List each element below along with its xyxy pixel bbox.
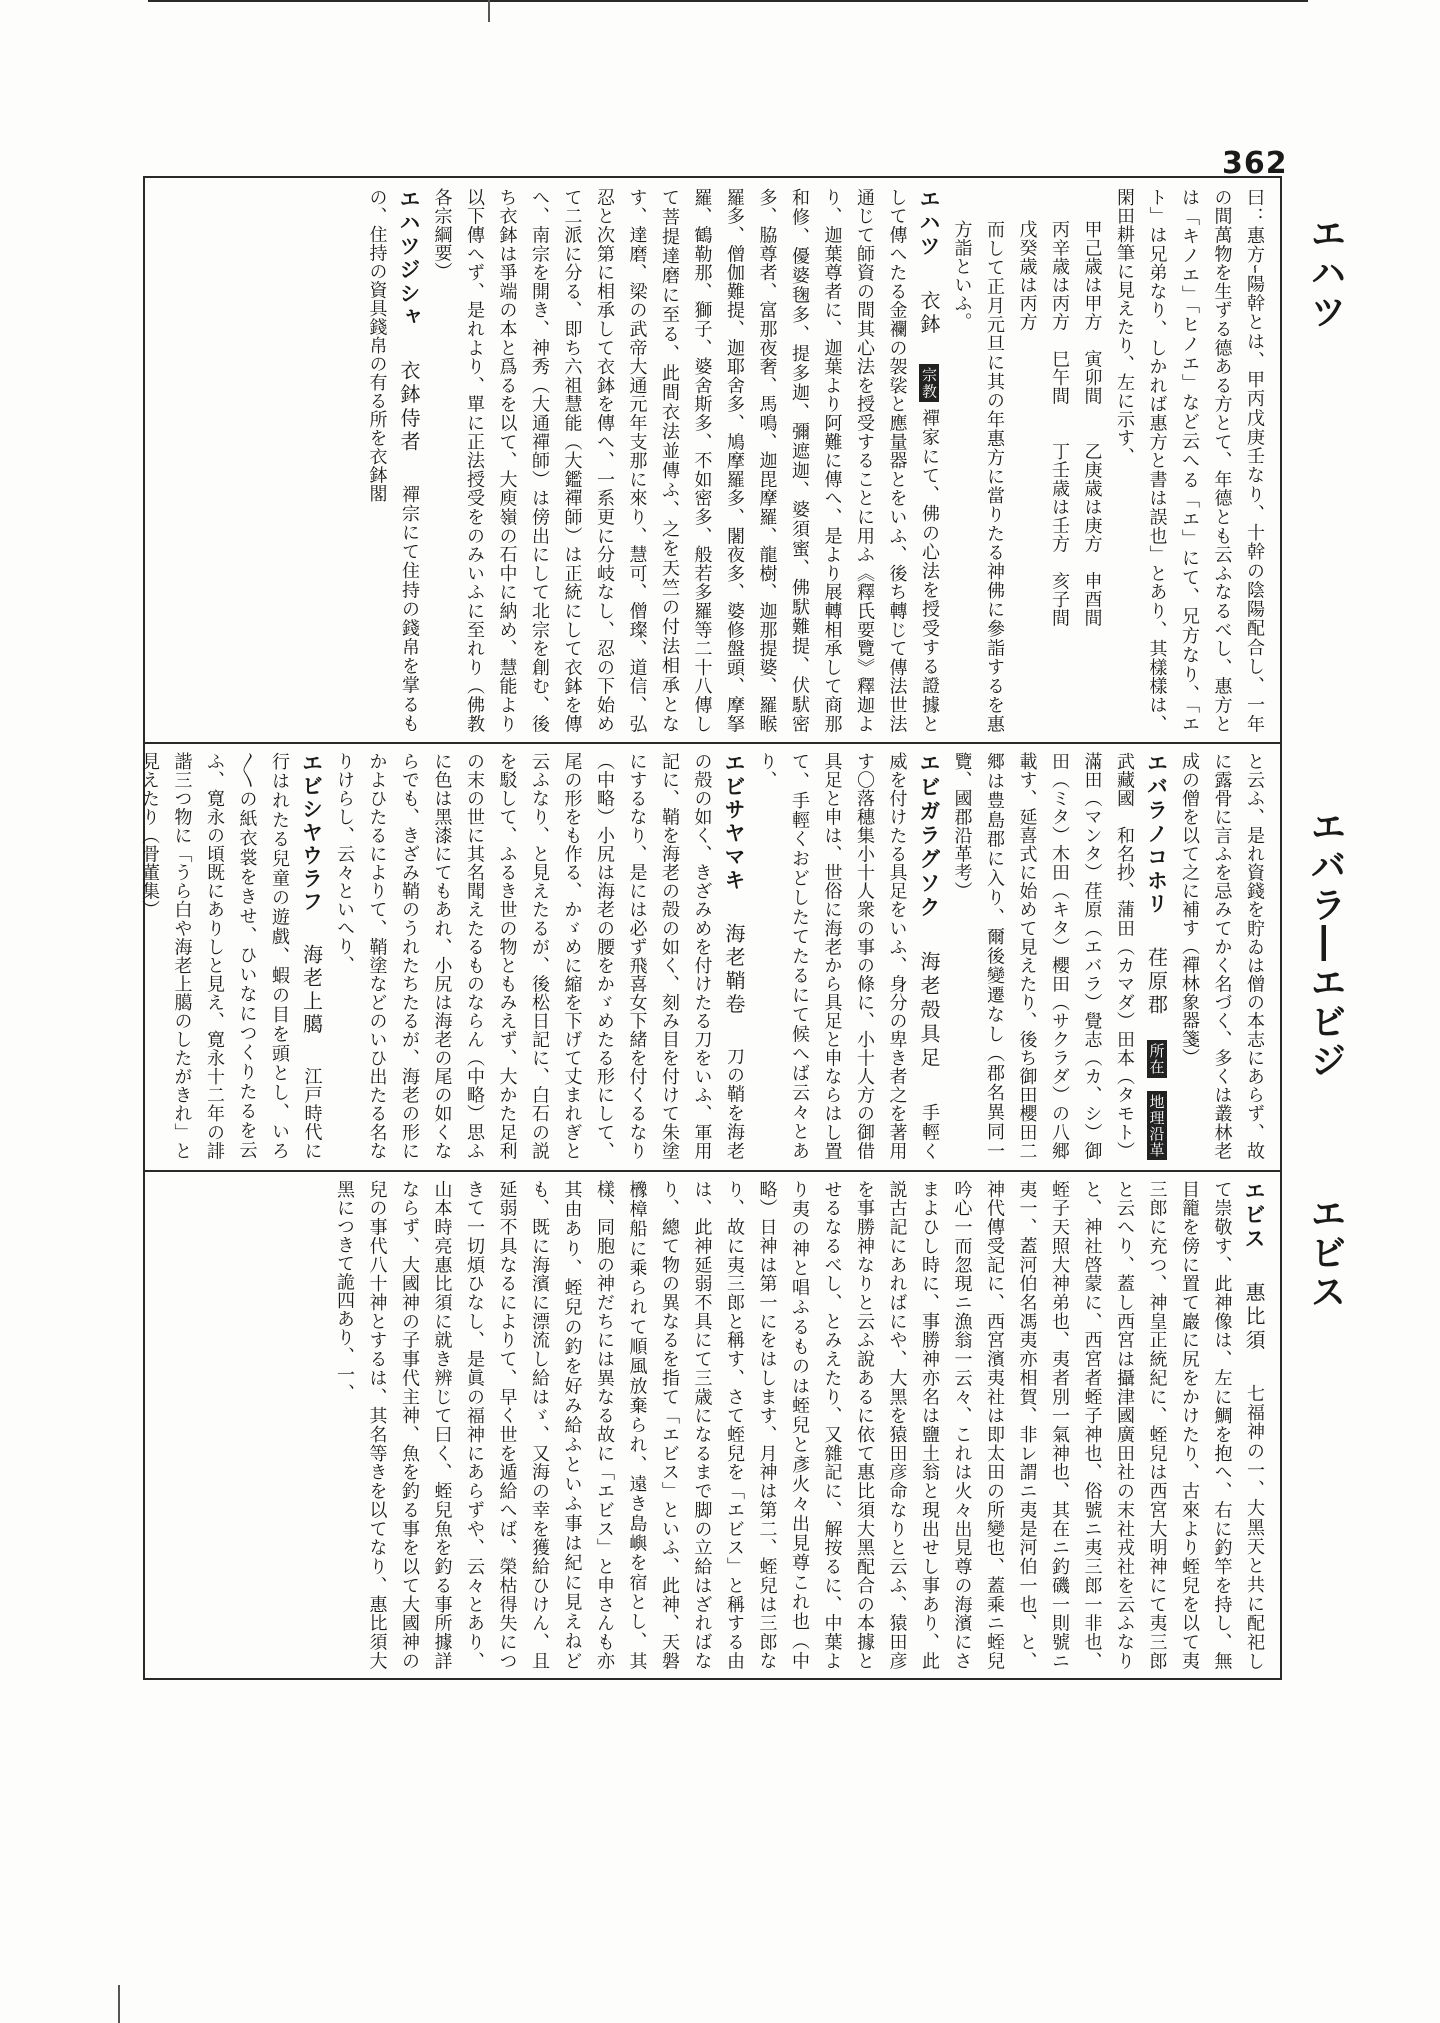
entry-e-hatsujisha [360,188,425,733]
years-row-2: 丙辛歳は丙方 巳午間 丁壬歳は壬方 亥子間 [1049,220,1070,627]
top-rule [148,0,1308,2]
headword-e-hatsu: エハツ [917,188,941,259]
ehouto-closing: 而して正月元旦に其の年惠方に當りたる神佛に參詣するを惠方詣といふ。 [951,220,1005,733]
gloss-e-hatsu: 衣鉢 [917,289,941,337]
scan-mark-top [488,0,490,22]
frame-bottom [143,1678,1282,1680]
text-e-hatsujisha: 禪宗にて住持の錢帛を掌るもの、住持の資具錢帛の有る所を衣鉢閣 [366,188,420,734]
years-row-3: 戊癸歳は丙方 [1016,220,1038,331]
headword-ebisu: エビス [1242,1180,1266,1251]
gloss-ebi-sayamaki: 海老鞘卷 [722,922,746,1017]
lower-section [160,1180,1270,1670]
entry-e-hatsu [425,188,945,733]
gloss-ebigara-gusoku: 海老殻具足 [917,951,941,1072]
gloss-ebisu: 惠比須 [1242,1281,1266,1353]
headword-ebi-sayamaki: エビサヤマキ [722,752,746,893]
running-head-e-hatsu: エハツ [1305,215,1346,332]
divider-lower [143,1170,1282,1172]
tag-chiri-engaku: 地理沿革 [1147,1091,1167,1160]
text-ebigara-gusoku: 手輕く威を付けたる具足をいふ、身分の卑き者之を著用す〇落穗集小十人衆の事の條に、小十人方の御借具足と申は、世俗に海老から具足と申ならはし置て、手輕くおどしたてたるにて候へば云々とあり、 [756,752,940,1161]
gloss-ebi-jourou: 海老上臈 [299,944,324,1037]
tag-shozai: 所在 [1147,1040,1167,1078]
text-ebisu: 七福神の一、大黑天と共に配祀して崇敬す、此神像は、左に鯛を抱へ、右に釣竿を持し、無目籠を傍に置て巖に尻をかけたり、古來より蛭兒を以て夷三郎に充つ、神皇正統紀に、蛭兒は西宮大明神にて夷三郎と云へり、蓋し西宮は攝津國廣田社の末社戎社を云ふなりと、神社啓蒙に、西宮者蛭子神也、俗號ニ夷三郎一非也、蛭子天照大神弟也、夷者別一氣神也、其在ニ釣磯一則號ニ夷一、蓋河伯名馮夷亦相賀、非レ謂ニ夷是河伯一也、と、神代傳受記に、西宮濱夷社は即太田の所變也、蓋乘ニ蛭兒吟心一而忽現ニ漁翁一云々、これは火々出見尊の海濱にさまよひし時に、事勝神亦名は鹽土翁と現出せし事あり、此説古記にあればにや、大黑を猿田彦命なりと云ふ、猿田彦を事勝神なりと云ふ說あるに依て惠比須大黑配合の本據とせるなるべし、とみえたり、又雜記に、解按るに、中葉より夷の神と唱ふるものは蛭兒と彥火々出見尊これ也（中略）日神は第一にをはします、月神は第二、蛭兒は三郎なり、故に夷三郎と稱す、さて蛭兒を「エビス」と稱する由は、此神延弱不具にて三歳になるまで脚の立給はざればなり、總て物の異なるを指て「エビス」といふ、此神、天磐櫲樟船に乘られて順風放棄られ、遠き島嶼を宿とし、其樣、同胞の神だちには異なる故に「エビス」と申さんも亦其由あり、蛭兒の釣を好み給ふといふ事は紀に見えねども、既に海濱に漂流し給はゞ、又海の幸を獲給ひけん、且延弱不具なるによりて、早く世を遁給へば、榮枯得失につきて一切煩ひなし、是眞の福神にあらずや、云々とあり、山本時亮惠比須に就き辨じて曰く、蛭兒魚を釣る事所據詳ならず、大國神の子事代主神、魚を釣る事を以て大國神の兒の事代八十神とするは、其名等きを以てなり、惠比須大黑につきて詭四あり、一、 [334,1180,1265,1671]
text-ebi-sayamaki: 刀の鞘を海老の殻の如く、きざみめを付けたる刀をいふ、軍用記に、鞘を海老の殻の如く、刻み目を付けて朱塗にするなり、是には必ず飛喜女下緒を付くるなり（中略）小尻は海老の腰をかゞめたる形にして、尾の形をも作る、かゞめに縮を下げて丈まれぎと云ふなり、と見えたるが、後松日記に、白石の説を駁して、ふるき世の物ともみえず、大かた足利の末の世に其名聞えたるものならん（中略）思ふに色は黑漆にてもあれ、小尻は海老の尾の如くならでも、きざみ鞘のうれたちたるが、海老の形にかよひたるによりて、鞘塗などのいひ出たる名なりけらし、云々といへり、 [334,752,745,1160]
text-ebara: 武藏國 和名抄、蒲田（カマダ）田本（タモト）滿田（マンタ）荏原（エバラ）覺志（カ、シ）御田（ミタ）木田（キタ）櫻田（サクラダ）の八郷載す、延喜式に始めて見えたり、後ち御田櫻田二郷は豊島郡に入り、爾後變遷なし（郡名異同一覽、國郡沿革考） [951,752,1135,1160]
running-head-ebisu: エビス [1305,1195,1346,1312]
page-number: 362 [1222,146,1288,181]
entry-ebi-jourou [133,752,328,1160]
entry-ebara-no-kohori [945,752,1173,1160]
scan-mark-bottom [118,1985,120,2023]
years-row-1: 甲己歳は甲方 寅卯間 乙庚歳は庚方 申酉間 [1081,220,1103,627]
entry-ebisu [328,1180,1271,1670]
frame-right [1280,176,1282,1680]
text-ebi-jourou: 江戸時代に行はれたる兒童の遊戲、蝦の目を頭とし、いろ〳〵の紙衣裳をきせ、ひいなにつくりたるを云ふ、寛永の頃既にありしと見え、寛永十二年の誹諧三つ物に「うら白や海老上臈のしたがきれ」と見えたり（骨董集） [139,752,323,1160]
entry-ebigara-gusoku [750,752,945,1160]
headword-ebara: エバラノコホリ [1144,752,1169,917]
entry-ebi-sayamaki [328,752,751,1160]
headword-e-hatsujisha: エハツジシャ [397,188,421,330]
middle-section [139,752,1270,1161]
text-e-hatsu: 禪家にて、佛の心法を授受する證據として傳へたる金襴の袈裟と應量器とをいふ、後ち轉じて傳法世法通じて師資の間其心法を授受することに用ふ《釋氏要覽》釋迦より、迦葉尊者に、迦葉より阿難に傳へ、是より展轉相承して商那和修、優婆毱多、提多迦、彌遮迦、婆須蜜、佛䭾難提、伏䭾密多、脇尊者、富那夜奢、馬鳴、迦毘摩羅、龍樹、迦那提婆、羅睺羅多、僧伽難提、迦耶舍多、鳩摩羅多、闍夜多、婆修盤頭、摩拏羅、鶴勒那、獅子、婆舍斯多、不如密多、般若多羅等二十八傳して菩提達磨に至る、此間衣法並傳ふ、之を天竺の付法相承となす、達磨、梁の武帝大通元年支那に來り、慧可、僧璨、道信、弘忍と次第に相承して衣鉢を傳へ、一系更に分岐なし、忍の下始めて二派に分る、即ち六祖慧能（大鑑禪師）は正統にして衣鉢を傳へ、南宗を開き、神秀（大通禪師）は傍出にして北宗を創む、後ち衣鉢は爭端の本と爲るを以て、大庾嶺の石中に納め、慧能より以下傳へず、是れより、單に正法授受をのみいふに至れり（佛教各宗綱要） [431,188,940,734]
headword-ebi-jourou: エビシヤウラフ [299,752,324,914]
headword-ebigara-gusoku: エビガラグソク [917,752,941,921]
gloss-ebara: 荏原郡 [1144,946,1169,1018]
tag-shukyo: 宗教 [919,364,939,402]
ehouto-intro: 曰：惠方ｰ陽幹とは、甲丙戊庚壬なり、十幹の陰陽配合し、一年の間萬物を生ずる德ある方とて、年德とも云ふなるべし、惠方とは「キノエ」「ヒノエ」など云へる「エ」にて、兄方なり、「エト」は兄弟なり、しかれば惠方と書は誤也」とあり、其樣樣は、閑田耕筆に見えたり、左に示す、 [1114,188,1265,733]
divider-upper [143,742,1282,744]
upper-section [160,188,1270,733]
frame-top [143,176,1282,178]
running-head-ebara-ebiji: エバラ―エビジ [1305,808,1346,1081]
gloss-e-hatsujisha: 衣鉢侍者 [397,360,421,455]
shisha-continuation: と云ふ、是れ資錢を貯ゐは僧の本志にあらず、故に露骨に言ふを忌みてかく名づく、多くは叢林老成の僧を以て之に補す（禪林象器箋） [1179,752,1265,1160]
